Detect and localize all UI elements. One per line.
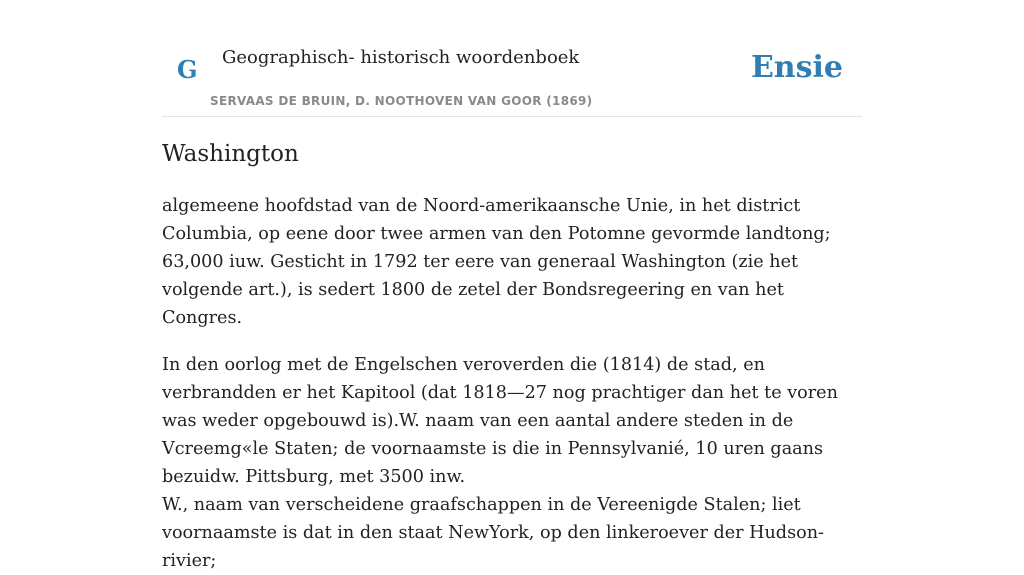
dictionary-author: SERVAAS DE BRUIN, D. NOOTHOVEN VAN GOOR (1869)	[210, 94, 593, 108]
entry-body	[162, 192, 862, 575]
entry-paragraph: W., naam van verscheidene graafschappen in de Vereenigde Stalen; liet voornaamste is dat in den staat NewYork, op den linkeroever der Hudson-rivier;	[162, 495, 824, 571]
entry-paragraph: algemeene hoofdstad van de Noord-amerikaansche Unie, in het district Columbia, op eene door twee armen van den Potomne gevormde landtong; 63,000 iuw. Gesticht in 1792 ter eere van generaal Washington (zie het volgende art.), is sedert 1800 de zetel der Bondsregeering en van het Congres.	[162, 196, 831, 328]
dictionary-title[interactable]: Geographisch- historisch woordenboek	[222, 47, 580, 68]
ensie-brand-link[interactable]: Ensie	[750, 50, 843, 85]
entry-paragraph: In den oorlog met de Engelschen veroverden die (1814) de stad, en verbrandden er het Kapitool (dat 1818—27 nog prachtiger dan het te voren was weder opgebouwd is).W. naam van een aantal andere steden in de Vcreemg«le Staten; de voornaamste is die in Pennsylvanié, 10 uren gaans bezuidw. Pittsburg, met 3500 inw.	[162, 355, 838, 487]
dictionary-header	[162, 0, 862, 117]
entry-title: Washington	[162, 141, 299, 167]
dictionary-logo[interactable]: G	[177, 55, 198, 84]
